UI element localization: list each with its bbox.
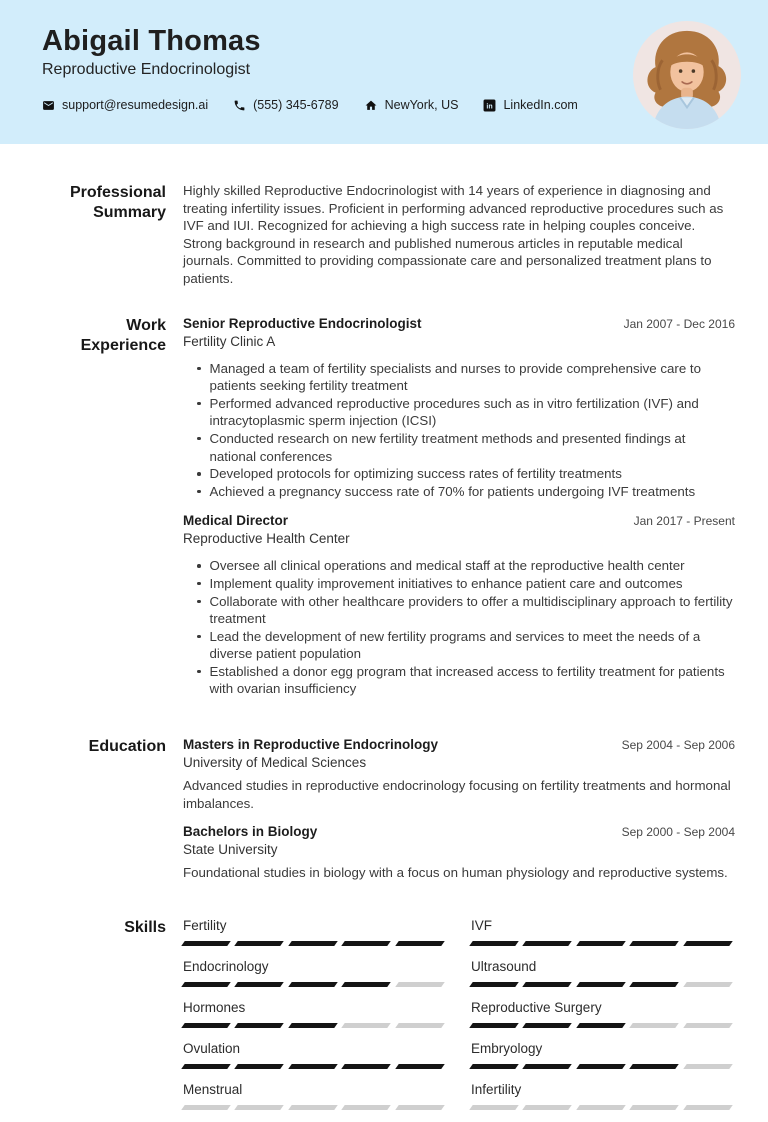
skill-level-segment bbox=[181, 941, 231, 946]
skill-level-bar bbox=[183, 1105, 443, 1110]
degree-header bbox=[183, 823, 735, 840]
person-name: Abigail Thomas bbox=[42, 25, 261, 57]
skill-level-segment bbox=[235, 1023, 285, 1028]
skill-level-segment bbox=[288, 941, 338, 946]
bullet-text: Managed a team of fertility specialists and nurses to provide comprehensive care to patients seeking fertility treatment bbox=[209, 360, 701, 394]
bullet-text: Lead the development of new fertility programs and services to meet the needs of a diverse patient population bbox=[209, 628, 701, 662]
job-dates: Jan 2017 - Present bbox=[633, 514, 735, 529]
bullet-text: Collaborate with other healthcare providers to offer a multidisciplinary approach to fertility treatment bbox=[209, 593, 733, 627]
skill-level-segment bbox=[469, 941, 519, 946]
phone-icon bbox=[233, 99, 246, 112]
skill-level-segment bbox=[395, 1105, 445, 1110]
section-summary bbox=[0, 182, 768, 288]
skill-level-segment bbox=[523, 1064, 573, 1069]
skill-level-segment bbox=[576, 941, 626, 946]
skill-name: Menstrual bbox=[183, 1081, 243, 1097]
education-section-label: Education bbox=[88, 738, 166, 756]
bullet-text: Conducted research on new fertility treatment methods and presented findings at national conferences bbox=[209, 430, 686, 464]
skill-level-segment bbox=[629, 982, 679, 987]
bullet-text: Performed advanced reproductive procedures such as in vitro fertilization (IVF) and intracytoplasmic sperm injection (ICSI) bbox=[209, 395, 699, 429]
skill-name: Embryology bbox=[471, 1040, 543, 1056]
skill-level-bar bbox=[471, 1023, 731, 1028]
bullet-text: Oversee all clinical operations and medical staff at the reproductive health center bbox=[209, 558, 685, 574]
skill-level-bar bbox=[183, 941, 443, 946]
bullet-dot bbox=[197, 402, 201, 406]
contact-email[interactable] bbox=[42, 98, 208, 112]
skill-level-segment bbox=[683, 941, 733, 946]
degree-entry bbox=[183, 736, 735, 812]
skill-name: IVF bbox=[471, 917, 493, 933]
linkedin-icon bbox=[483, 99, 496, 112]
skill-level-segment bbox=[181, 1105, 231, 1110]
skill-level-segment bbox=[235, 1064, 285, 1069]
skill-level-segment bbox=[576, 1064, 626, 1069]
job-bullet-list bbox=[183, 360, 735, 501]
skills-column-left bbox=[183, 917, 443, 1122]
skill-level-segment bbox=[235, 1105, 285, 1110]
skill-level-segment bbox=[181, 982, 231, 987]
job-entry bbox=[183, 512, 735, 698]
section-education bbox=[0, 736, 768, 882]
skill-name: Infertility bbox=[471, 1081, 522, 1097]
bullet-item bbox=[183, 465, 735, 483]
job-title: Senior Reproductive Endocrinologist bbox=[183, 315, 422, 331]
job-bullet-list bbox=[183, 557, 735, 698]
skill-level-bar bbox=[471, 982, 731, 987]
skill-level-segment bbox=[341, 982, 391, 987]
skill-name: Reproductive Surgery bbox=[471, 999, 602, 1015]
job-company: Fertility Clinic A bbox=[183, 333, 276, 349]
degree-entry bbox=[183, 823, 735, 882]
skill-level-segment bbox=[629, 1064, 679, 1069]
skill-level-segment bbox=[469, 1105, 519, 1110]
skill-level-bar bbox=[471, 941, 731, 946]
bullet-text: Achieved a pregnancy success rate of 70% for patients undergoing IVF treatments bbox=[209, 483, 696, 499]
section-skills bbox=[0, 917, 768, 1122]
skill-item bbox=[183, 1081, 443, 1110]
person-job-title: Reproductive Endocrinologist bbox=[42, 61, 251, 78]
bullet-text: Established a donor egg program that increased access to fertility treatment for patients with ovarian insufficiency bbox=[209, 663, 725, 697]
skill-level-segment bbox=[288, 1064, 338, 1069]
degree-description: Advanced studies in reproductive endocrinology focusing on fertility treatments and hormonal imbalances. bbox=[183, 778, 731, 811]
bullet-dot bbox=[197, 635, 201, 639]
skill-item bbox=[471, 1081, 731, 1110]
skill-item bbox=[471, 1040, 731, 1069]
skill-level-segment bbox=[395, 1023, 445, 1028]
job-company: Reproductive Health Center bbox=[183, 531, 350, 547]
bullet-item bbox=[183, 430, 735, 465]
skill-level-bar bbox=[183, 1064, 443, 1069]
skill-item bbox=[471, 958, 731, 987]
contact-location-text: NewYork, US bbox=[384, 98, 459, 112]
bullet-item bbox=[183, 663, 735, 698]
skill-level-segment bbox=[629, 1023, 679, 1028]
job-entry bbox=[183, 315, 735, 501]
skill-level-segment bbox=[523, 941, 573, 946]
skill-item bbox=[471, 999, 731, 1028]
skill-level-segment bbox=[469, 1023, 519, 1028]
resume-header bbox=[0, 0, 768, 144]
skills-column-right bbox=[471, 917, 731, 1122]
skill-level-bar bbox=[471, 1105, 731, 1110]
bullet-dot bbox=[197, 582, 201, 586]
bullet-item bbox=[183, 575, 735, 593]
svg-text:in: in bbox=[486, 102, 494, 110]
bullet-item bbox=[183, 593, 735, 628]
skill-level-segment bbox=[181, 1064, 231, 1069]
skills-grid bbox=[183, 917, 735, 1122]
skill-level-segment bbox=[576, 1023, 626, 1028]
degree-title: Masters in Reproductive Endocrinology bbox=[183, 737, 439, 753]
degree-dates: Sep 2004 - Sep 2006 bbox=[621, 738, 735, 753]
email-icon bbox=[42, 99, 55, 112]
profile-photo bbox=[633, 21, 741, 129]
bullet-dot bbox=[197, 437, 201, 441]
job-title: Medical Director bbox=[183, 513, 289, 529]
contact-email-text: support@resumedesign.ai bbox=[62, 98, 209, 112]
skill-level-bar bbox=[183, 1023, 443, 1028]
education-list bbox=[183, 736, 735, 882]
degree-header bbox=[183, 736, 735, 753]
skill-item bbox=[183, 999, 443, 1028]
contact-linkedin[interactable] bbox=[483, 98, 577, 112]
skill-item bbox=[183, 917, 443, 946]
skill-level-segment bbox=[181, 1023, 231, 1028]
home-icon bbox=[364, 99, 378, 112]
degree-title: Bachelors in Biology bbox=[183, 824, 318, 840]
skill-item bbox=[183, 958, 443, 987]
skill-level-segment bbox=[341, 1105, 391, 1110]
degree-school: University of Medical Sciences bbox=[183, 755, 367, 771]
skill-item bbox=[471, 917, 731, 946]
skill-name: Ovulation bbox=[183, 1040, 241, 1056]
bullet-dot bbox=[197, 472, 201, 476]
skill-level-segment bbox=[395, 941, 445, 946]
skill-level-segment bbox=[235, 982, 285, 987]
experience-section-label: Work Experience bbox=[80, 316, 166, 354]
skill-level-segment bbox=[288, 1105, 338, 1110]
skills-section-label: Skills bbox=[124, 918, 166, 936]
skill-level-bar bbox=[183, 982, 443, 987]
bullet-dot bbox=[197, 367, 201, 371]
job-header bbox=[183, 512, 735, 529]
skill-level-segment bbox=[576, 1105, 626, 1110]
contact-location bbox=[364, 98, 459, 112]
job-dates: Jan 2007 - Dec 2016 bbox=[623, 316, 735, 331]
degree-dates: Sep 2000 - Sep 2004 bbox=[621, 825, 735, 840]
contact-phone-text: (555) 345-6789 bbox=[253, 98, 339, 112]
summary-text: Highly skilled Reproductive Endocrinologist with 14 years of experience in diagnosing and treating infertility issues. Proficient in performing advanced reproductive procedures such as IVF and IUI. Recognized for achieving a high success rate in helping couples conceive. Strong background in research and published numerous articles in reputable medical journals. Committed to providing compassionate care and personalized treatment plans to patients. bbox=[183, 183, 724, 286]
skill-level-segment bbox=[469, 982, 519, 987]
profile-photo-illustration bbox=[633, 21, 741, 129]
summary-section-label: Professional Summary bbox=[69, 184, 166, 221]
bullet-item bbox=[183, 360, 735, 395]
skill-name: Hormones bbox=[183, 999, 246, 1015]
experience-list bbox=[183, 315, 735, 699]
bullet-dot bbox=[197, 600, 201, 604]
skill-level-segment bbox=[395, 1064, 445, 1069]
skill-level-segment bbox=[629, 1105, 679, 1110]
bullet-dot bbox=[197, 670, 201, 674]
skill-level-segment bbox=[288, 982, 338, 987]
skill-level-segment bbox=[341, 1023, 391, 1028]
bullet-text: Developed protocols for optimizing success rates of fertility treatments bbox=[209, 466, 622, 482]
degree-description: Foundational studies in biology with a focus on human physiology and reproductive systems. bbox=[183, 865, 728, 881]
skill-level-segment bbox=[235, 941, 285, 946]
skill-level-segment bbox=[576, 982, 626, 987]
skill-level-segment bbox=[683, 982, 733, 987]
bullet-item bbox=[183, 483, 735, 501]
degree-school: State University bbox=[183, 842, 278, 858]
section-experience bbox=[0, 315, 768, 699]
skill-level-segment bbox=[341, 1064, 391, 1069]
skill-name: Ultrasound bbox=[471, 958, 537, 974]
contact-linkedin-text: LinkedIn.com bbox=[503, 98, 578, 112]
bullet-text: Implement quality improvement initiatives to enhance patient care and outcomes bbox=[209, 575, 683, 591]
bullet-item bbox=[183, 628, 735, 663]
bullet-item bbox=[183, 395, 735, 430]
skill-level-segment bbox=[683, 1023, 733, 1028]
skill-item bbox=[183, 1040, 443, 1069]
skill-level-segment bbox=[523, 1023, 573, 1028]
skill-level-segment bbox=[469, 1064, 519, 1069]
skill-name: Fertility bbox=[183, 917, 227, 933]
skill-name: Endocrinology bbox=[183, 958, 269, 974]
skill-level-segment bbox=[683, 1105, 733, 1110]
contact-phone[interactable] bbox=[233, 98, 338, 112]
skill-level-bar bbox=[471, 1064, 731, 1069]
skill-level-segment bbox=[523, 1105, 573, 1110]
skill-level-segment bbox=[341, 941, 391, 946]
skill-level-segment bbox=[683, 1064, 733, 1069]
bullet-item bbox=[183, 557, 735, 575]
skill-level-segment bbox=[629, 941, 679, 946]
skill-level-segment bbox=[523, 982, 573, 987]
bullet-dot bbox=[197, 490, 201, 494]
bullet-dot bbox=[197, 564, 201, 568]
skill-level-segment bbox=[288, 1023, 338, 1028]
job-header bbox=[183, 315, 735, 332]
skill-level-segment bbox=[395, 982, 445, 987]
